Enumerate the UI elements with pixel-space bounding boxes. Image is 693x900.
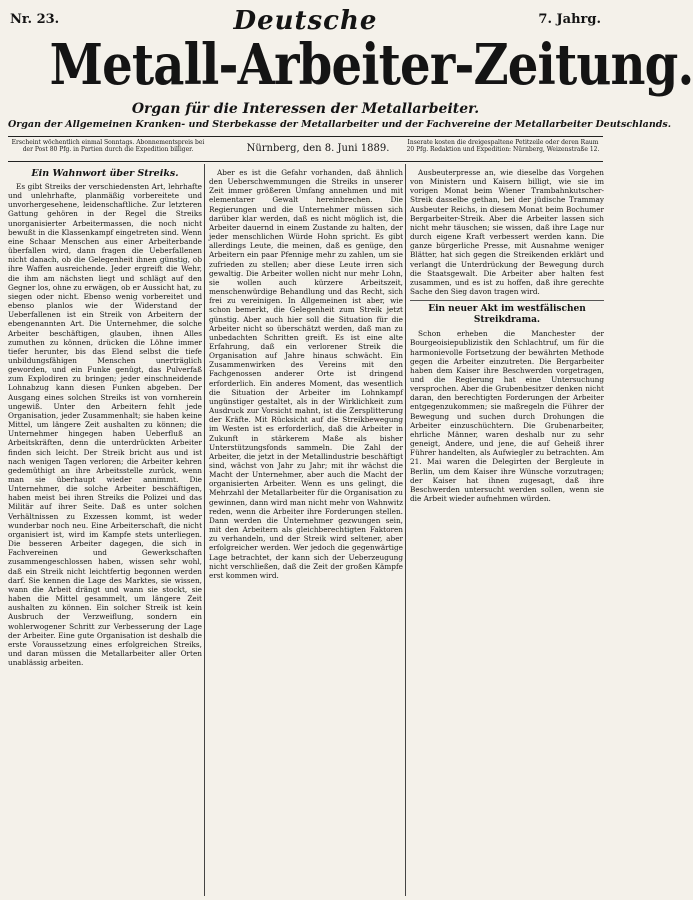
masthead-organ: Organ für die Interessen der Metallarbeiter. <box>131 101 480 117</box>
article-text: Schon erheben die Manchester der Bourgeoisiepublizistik den Schlachtruf, um für die harmonievolle Fortsetzung der bewährten Methode gegen die Arbeiter einzutreten. Die Bergarbeiter haben dem Kaiser ihre Beschwerden vorgetragen, und die Regierung hat eine Untersuchung versprochen. Aber die Grubenbesitzer denken nicht daran, den berechtigten Forderungen der Arbeiter entgegenzukommen; sie maßregeln die Führer der Bewegung und suchen durch Drohungen die Arbeiter einzuschüchtern. Die Grubenarbeiter, ehrliche Männer, waren deshalb nur zu sehr geneigt, Andere, und jene, die auf Geheiß ihrer Führer handelten, als Aufwiegler zu betrachten. Am 21. Mai waren die Delegirten der Bergleute in Berlin, um dem Kaiser ihre Wünsche vorzutragen; der Kaiser hat ihnen zugesagt, daß ihre Beschwerden untersucht werden sollen, wenn sie die Arbeit wieder aufnehmen würden. <box>410 329 604 503</box>
article-text: Ausbeuterpresse an, wie dieselbe das Vorgehen von Ministern und Kaisern billigt, wie sie im vorigen Monat beim Wiener Trambahnkutscher-Streik dasselbe gethan, bei der jüdische Trammay Ausbeuter Reichs, in diesem Monat beim Bochumer Bergarbeiter-Streik. Aber die Arbeiter lassen sich nicht mehr täuschen; sie wissen, daß ihre Lage nur durch eigene Kraft verbessert werden kann. Die ganze bürgerliche Presse, mit Ausnahme weniger Blätter, hat sich gegen die Streikenden erklärt und verlangt die Unterdrückung der Bewegung durch die Staatsgewalt. Die Arbeiter aber halten fest zusammen, und es ist zu hoffen, daß ihre gerechte Sache den Sieg davon tragen wird. <box>410 168 604 297</box>
advertising-info: Inserate kosten die dreigespaltene Petitzeile oder deren Raum 20 Pfg. Redaktion und Expedition: Nürnberg, Weizenstraße 12. <box>406 139 600 153</box>
column-2 <box>209 168 403 896</box>
masthead-topline <box>10 6 601 36</box>
column-3 <box>410 168 604 896</box>
subscription-info: Erscheint wöchentlich einmal Sonntags. Abonnementspreis bei der Post 80 Pfg. in Partien durch die Expedition billiger. <box>11 139 205 153</box>
article-heading: Ein neuer Akt im westfälischen Streikdrama. <box>410 300 604 326</box>
article-heading: Ein Wahnwort über Streiks. <box>31 168 179 179</box>
column-1 <box>8 168 202 896</box>
dateline: Nürnberg, den 8. Juni 1889. <box>246 143 390 154</box>
column-rule <box>204 164 205 896</box>
masthead-deutsche: Deutsche <box>233 6 378 36</box>
issue-number: Nr. 23. <box>10 12 60 27</box>
article-text: Es gibt Streiks der verschiedensten Art, lehrhafte und unlehrhafte, planmäßig vorbereitete und unvorhergesehene, leidenschaftliche. Zur letzteren Gattung gehören in der Regel die Streiks unorganisierter Arbeitermassen, die noch nicht bewußt in die Klassenkampf eingetreten sind. Wenn eine Schaar Menschen aus einer Arbeiterbande überfallen wird, dann fragen die Ueberfallenen nicht danach, ob die Gelegenheit ihnen günstig, ob ihre Waffen ausreichende. Jeder ergreift die Wehr, die ihm am nächsten liegt und schlägt auf den Gegner los, ohne zu erwägen, ob er Aussicht hat, zu siegen oder nicht. Ebenso wenig vorbereitet und ebenso planlos wie der Widerstand der Ueberfallenen ist ein Streik von Arbeitern der ebengenannten Art. Die Unternehmer, die solche Arbeiter beschäftigen, glauben, ihnen Alles zumuthen zu können, drücken die Löhne immer tiefer herunter, bis das Elend selbst die tiefe unbildungsfähigen Menschen unerträglich geworden, und ein Funke genügt, das Pulverfaß zum Explodiren zu bringen; jeder einschneidende Lohnabzug kann diesen Funken abgeben. Der Ausgang eines solchen Streiks ist von vornherein ungewiß. Unter den Arbeitern fehlt jede Organisation, jeder Zusammenhalt; sie haben keine Mittel, um längere Zeit aushalten zu können; die Unternehmer hingegen haben Ueberfluß an Arbeitskräften, denn die unterdrückten Arbeiter finden sich leicht. Der Streik bricht aus und ist nach wenigen Tagen verloren; die Arbeiter kehren gedemüthigt an ihre Arbeitsstelle zurück, wenn man sie überhaupt wieder annimmt. Die Unternehmer, die solche Arbeiter beschäftigen, haben meist bei ihren Streiks die Polizei und das Militär auf ihrer Seite. Daß es unter solchen Verhältnissen zu Exzessen kommt, ist weder wunderbar noch neu. Eine Arbeiterschaft, die nicht organisiert ist, wird im Kampfe stets unterliegen. Die besseren Arbeiter dagegen, die sich in Fachvereinen und Gewerkschaften zusammengeschlossen haben, wissen sehr wohl, daß ein Streik nicht leichtfertig begonnen werden darf. Sie kennen die Lage des Marktes, sie wissen, wann die Arbeit drängt und wann sie stockt, sie haben die Mittel gesammelt, um längere Zeit aushalten zu können. Ein solcher Streik ist kein Ausbruch der Verzweiflung, sondern ein wohlerwogener Schritt zur Verbesserung der Lage der Arbeiter. Eine gute Organisation ist deshalb die erste Voraussetzung eines erfolgreichen Streiks, und daran müssen die Metallarbeiter aller Orten unablässig arbeiten. <box>8 182 202 668</box>
info-bar <box>8 136 603 162</box>
masthead-title: Metall-Arbeiter-Zeitung. <box>49 32 693 98</box>
masthead-organ-line: Organ der Allgemeinen Kranken- und Sterbekasse der Metallarbeiter und der Fachvereine der Metallarbeiter Deutschlands. <box>8 119 672 130</box>
volume-year: 7. Jahrg. <box>538 12 601 27</box>
column-rule <box>405 164 406 896</box>
article-text: Aber es ist die Gefahr vorhanden, daß ähnlich den Ueberschwemmungen die Streiks in unserer Zeit immer größeren Umfang annehmen und mit elementarer Gewalt hereinbrechen. Die Regierungen und die Unternehmer müssen sich darüber klar werden, daß es nicht möglich ist, die Arbeiter dauernd in einem Zustande zu halten, der jeder menschlichen Würde Hohn spricht. Es gibt allerdings Leute, die meinen, daß es genüge, den Arbeitern ein paar Pfennige mehr zu zahlen, um sie zufrieden zu stellen; aber diese Leute irren sich gewaltig. Die Arbeiter wollen nicht nur mehr Lohn, sie wollen auch kürzere Arbeitszeit, menschenwürdige Behandlung und das Recht, sich frei zu vereinigen. In Allgemeinen ist aber, wie schon bemerkt, die Gelegenheit zum Streik jetzt günstig. Aber auch hier soll die Situation für die Arbeiter nicht so überschätzt werden, daß man zu unbedachten Schritten greift. Es ist eine alte Erfahrung, daß ein verlorener Streik die Organisation auf Jahre hinaus schwächt. Ein Zusammenwirken des Vereins mit den Fachgenossen anderer Orte ist dringend erforderlich. Ein anderes Moment, das wesentlich die Situation der Arbeiter im Lohnkampf ungünstiger gestaltet, als in der Wirklichkeit zum Ausdruck zur Vorsicht mahnt, ist die Zersplitterung der Kräfte. Mit Rücksicht auf die Streikbewegung im Westen ist es erforderlich, daß die Arbeiter in Zukunft in stärkerem Maße als bisher Unterstützungsfonds sammeln. Die Zahl der Arbeiter, die jetzt in der Metallindustrie beschäftigt sind, wächst von Jahr zu Jahr; mit ihr wächst die Macht der Unternehmer, aber auch die Macht der organisierten Arbeiter. Wenn es uns gelingt, die Mehrzahl der Metallarbeiter für die Organisation zu gewinnen, dann wird man nicht mehr von Wahnwitz reden, wenn die Arbeiter ihre Forderungen stellen. Dann werden die Unternehmer gezwungen sein, mit den Arbeitern als gleichberechtigten Faktoren zu verhandeln, und der Streik wird seltener, aber erfolgreicher werden. Wer jedoch die gegenwärtige Lage betrachtet, der kann sich der Ueberzeugung nicht verschließen, daß die Zeit der großen Kämpfe erst kommen wird. <box>209 168 403 580</box>
